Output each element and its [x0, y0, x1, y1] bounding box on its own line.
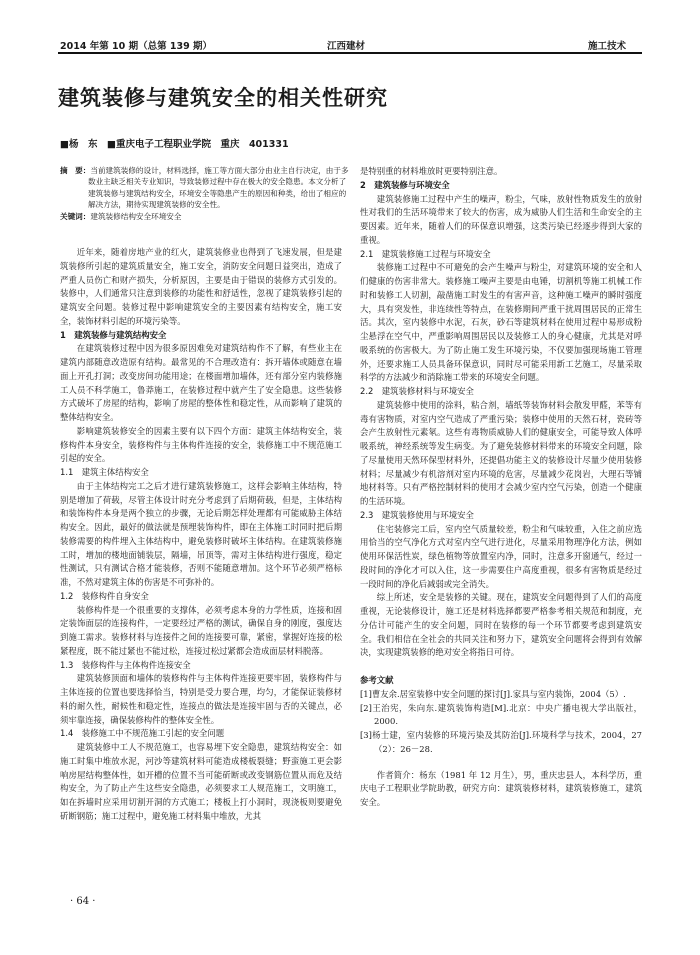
section-2-paragraph: 建筑装修施工过程中产生的噪声，粉尘，气味，放射性物质发生的放射性对我们的生活环境带来了较大的伤害，成为威胁人们生活和生命安全的主要因素。近年来，随着人们的环保意识增强，这类污染已经逐步得到大家的重视。 — [360, 193, 642, 245]
section-2-1-heading: 2.1 建筑装修施工过程与环境安全 — [360, 248, 491, 259]
page-number: · 64 · — [70, 896, 96, 907]
author-line: ■杨 东 ■重庆电子工程职业学院 重庆 401331 — [60, 139, 289, 150]
abstract-paragraph — [60, 165, 350, 211]
reference-item: [3]杨士建，室内装修的环境污染及其防治[J].环境科学与技术，2004，27（2）：26－28. — [360, 730, 642, 754]
section-1-paragraph-2: 影响建筑装修安全的因素主要有以下四个方面：建筑主体结构安全，装修构件本身安全，装修构件与主体构件连接的安全，装修施工中不规范施工引起的安全。 — [60, 425, 342, 464]
header-rule — [58, 52, 642, 54]
section-1-paragraph-1: 在建筑装修过程中因为很多原因难免对建筑结构作不了解，有些业主在建筑内部随意改造原有结构。最常见的不合理改造有：拆开墙体或随意在墙面上开孔打洞；改变房间功能用途；在楼面增加墙体，还有部分室内装修施工人员不科学施工，鲁莽施工，在装修过程中就产生了安全隐患。这些装修方式破坏了房屋的结构，影响了房屋的整体性和稳定性，从而影响了建筑的整体结构安全。 — [60, 343, 342, 422]
header-journal: 江西建材 — [327, 41, 366, 52]
abstract — [60, 165, 350, 222]
section-1-1-paragraph: 由于主体结构完工之后才进行建筑装修施工，这样会影响主体结构，特别是增加了荷载，尽管主体设计时充分考虑到了后期荷载，但是，主体结构和装饰构件本身是两个独立的步骤，无论后期怎样处理都有可能威胁主体结构安全。因此，最好的做法就是预埋装饰构件，即在主体施工时同时把后期装修需要的构件埋入主体结构中，避免装修时破坏主体结构。在建筑装修施工时，增加的楼地面铺装层，隔墙，吊顶等，需对主体结构进行强度，稳定性测试，只有测试合格才能装修，否则不能随意增加。这个环节必须严格标准，不然对建筑主体的伤害是不可弥补的。 — [60, 480, 342, 587]
section-1-3-heading: 1.3 装修构件与主体构件连接安全 — [60, 659, 191, 670]
references-list — [360, 688, 642, 757]
abstract-text: 当前建筑装修的设计，材料选择，施工等方面大部分由业主自行决定，由于多数业主缺乏相关专业知识，导致装修过程中存在极大的安全隐患。本文分析了建筑装修与建筑结构安全，环境安全等隐患产生的原因和种类，给出了相应的解决方法，期待实现建筑装修的安全性。 — [88, 166, 349, 210]
reference-item: [2]王治宪，朱向东.建筑装饰构造[M].北京：中央广播电视大学出版社，2000. — [360, 702, 642, 727]
section-2-3-heading: 2.3 建筑装修使用与环境安全 — [360, 509, 474, 520]
keywords-paragraph — [60, 211, 350, 222]
abstract-label: 摘 要： — [60, 166, 91, 175]
reference-item: [1]曹友余.居室装修中安全问题的探讨[J].家具与室内装饰，2004（5）. — [360, 688, 626, 699]
article-title: 建筑装修与建筑安全的相关性研究 — [58, 86, 388, 110]
section-1-4-heading: 1.4 装修施工中不规范施工引起的安全问题 — [60, 728, 225, 739]
author-bio: 作者简介：杨东（1981 年 12 月生），男，重庆忠县人，本科学历，重庆电子工程职业学院助教，研究方向：建筑装修材料，建筑装修施工，建筑安全。 — [360, 769, 642, 807]
section-1-heading: 1 建筑装修与建筑结构安全 — [60, 329, 167, 340]
section-1-4-paragraph: 建筑装修中工人不规范施工，也容易埋下安全隐患，建筑结构安全：如施工时集中堆放水泥，河沙等建筑材料可能造成楼板裂缝；野蛮施工更会影响房屋结构整体性，如开槽的位置不当可能斫断或改变钢筋位置从而危及结构安全，为了防止产生这些安全隐患，必须要求工人规范施工，文明施工，如在拆墙时应采用切割开洞的方式施工；楼板上打小洞时，现浇板则要避免斫断钢筋；施工过程中，避免施工材料集中堆放，尤其 — [60, 742, 342, 821]
intro-paragraph: 近年来，随着房地产业的红火，建筑装修业也得到了飞速发展，但是建筑装修所引起的建筑质量安全，施工安全，消防安全问题日益突出，造成了严重人员伤亡和财产损失，分析原因，主要是由于错误的装修方式引发的。装修中，人们通常只注意到装修的功能性和舒适性，忽视了建筑装修引起的建筑安全问题。装修过程中影响建筑安全的主要因素有结构安全，施工安全，装饰材料引起的环境污染等。 — [60, 247, 342, 326]
references-heading: 参考文献 — [360, 675, 394, 685]
section-2-1-paragraph: 装修施工过程中不可避免的会产生噪声与粉尘，对建筑环境的安全和人们健康的伤害非常大。装修施工噪声主要是由电锤，切割机等施工机械工作时和装修工人切割，敲凿施工时发生的有害声音，这种施工噪声的瞬时强度大，具有突发性，非连续性等特点，在装修期间严重干扰周围居民的正常生活。其次，室内装修中水泥，石灰，砂石等建筑材料在使用过程中易形成粉尘悬浮在空气中，严重影响周围居民以及装修工人的身心健康，尤其是对呼吸系统的伤害极大。为了防止施工发生环境污染，不仅要加强现场施工管理外，还要求施工人员具备环保意识，同时尽可能采用新工艺施工，尽量采取科学的方法减少和消除施工带来的环境安全问题。 — [360, 262, 642, 383]
header-section: 施工技术 — [588, 41, 627, 52]
section-1-2-paragraph: 装修构件是一个很重要的支撑体，必须考虑本身的力学性质，连接和固定装饰面层的连接构件，一定要经过严格的测试，确保自身的刚度，强度达到施工需求。装修材料与连接件之间的连接要可靠，紧密，掌握好连接的松紧程度，既不能过紧也不能过松，连接过松过紧都会造成面层材料脱落。 — [60, 604, 342, 656]
section-2-2-paragraph: 建筑装修中使用的涂料，粘合剂，墙纸等装饰材料会散发甲醛，苯等有毒有害物质，对室内空气造成了严重污染；装修中使用的天然石材，瓷砖等会产生放射性元素氡。这些有毒物质威胁人们的健康安全，可能导致人体呼吸系统，神经系统等发生病变。为了避免装修材料带来的环境安全问题，除了尽量使用天然环保型材料外，还提倡功能主义的装修设计尽量少使用装修材料；尽量减少有机溶剂对室内环境的危害，尽量减少花岗岩，大理石等铺地材料等。只有严格控制材料的使用才会减少室内空气污染，创造一个健康的生活环境。 — [360, 399, 642, 506]
header-issue: 2014 年第 10 期（总第 139 期） — [60, 41, 213, 52]
section-2-heading: 2 建筑装修与环境安全 — [360, 179, 450, 190]
left-column — [60, 246, 342, 824]
section-1-1-heading: 1.1 建筑主体结构安全 — [60, 467, 149, 477]
keywords-text: 建筑装修结构安全环境安全 — [90, 211, 182, 221]
conclusion-paragraph: 综上所述，安全是装修的关键。现在，建筑安全问题得到了人们的高度重视，无论装修设计，施工还是材料选择都要严格参考相关规范和制度，充分估计可能产生的安全问题，同时在装修的每一个环节都要考虑到建筑安全。我们相信在全社会的共同关注和努力下，建筑安全问题将会得到有效解决，实现建筑装修的绝对安全将指日可待。 — [360, 592, 642, 658]
section-1-2-heading: 1.2 装修构件自身安全 — [60, 590, 149, 601]
continued-paragraph: 是特别重的材料堆放时更要特别注意。 — [360, 166, 503, 176]
section-2-2-heading: 2.2 建筑装修材料与环境安全 — [360, 386, 474, 396]
section-2-3-paragraph: 住宅装修完工后，室内空气质量较差，粉尘和气味较重，入住之前应选用恰当的空气净化方式对室内空气进行进化，尽量采用物理净化方法，例如使用环保活性炭，绿色植物等放置室内净，同时，注意多开窗通气，经过一段时间的净化才可以入住，这一步需要住户高度重视，很多有害物质是经过一段时间的净化后减弱或完全消失。 — [360, 523, 642, 589]
keywords-label: 关键词： — [60, 211, 91, 221]
right-column — [360, 165, 642, 810]
section-1-3-paragraph: 建筑装修顶面和墙体的装修构件与主体构件连接更要牢固，装修构件与主体连接的位置也要选择恰当，特别是受力要合理，均匀，才能保证装修材料的耐久性，耐候性和稳定性，连接点的做法是连接牢固与否的关键点，必须牢靠连接，确保装修构件的整体安全性。 — [60, 673, 342, 725]
